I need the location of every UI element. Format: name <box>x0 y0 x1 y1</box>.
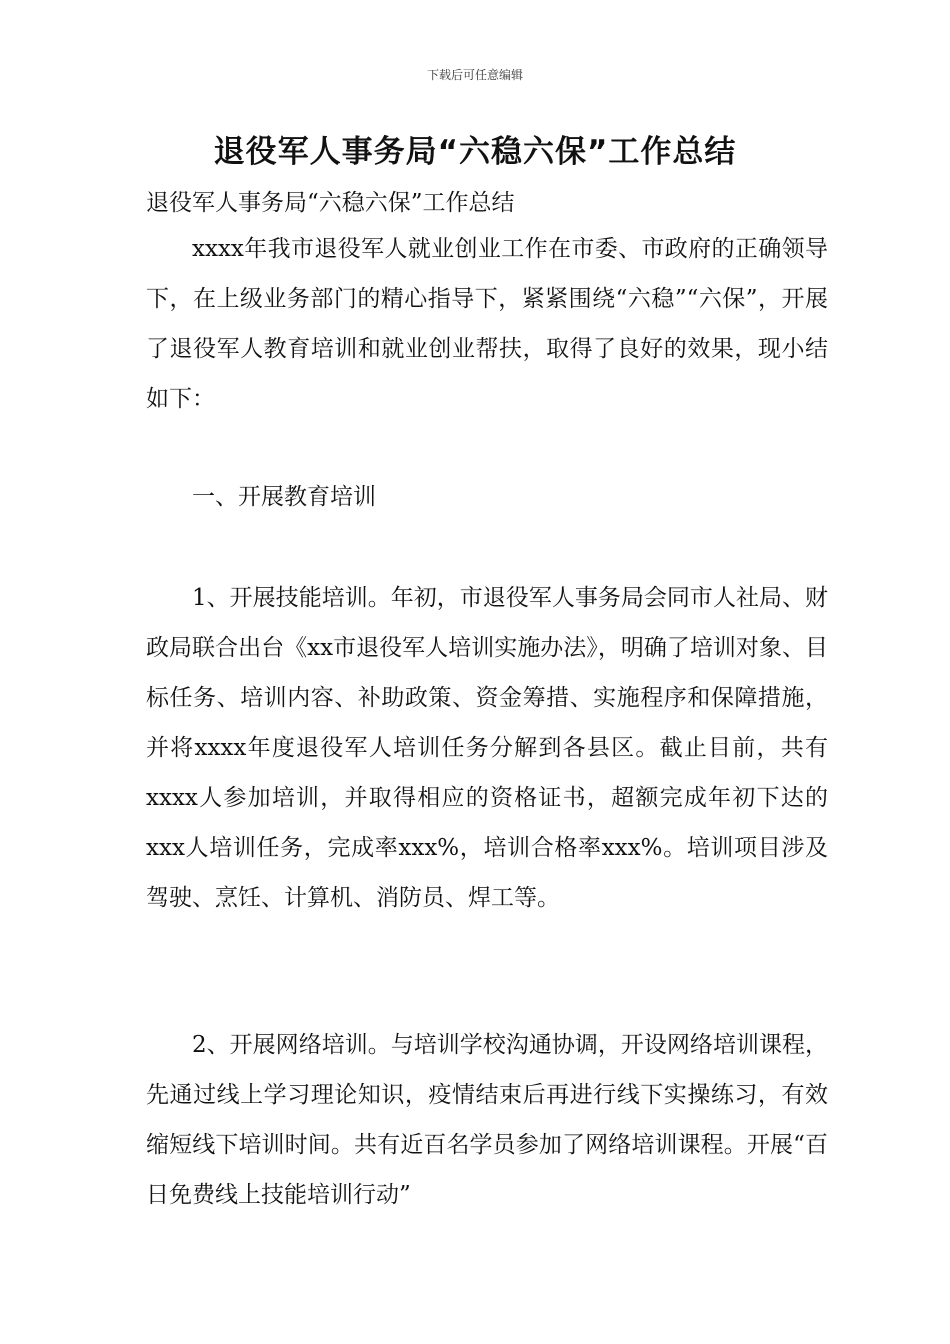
item-2-paragraph: 2、开展网络培训。与培训学校沟通协调，开设网络培训课程，先通过线上学习理论知识，疫情结束后再进行线下实操练习，有效缩短线下培训时间。共有近百名学员参加了网络培训课程。开展“百日免费线上技能培训行动” <box>146 1032 828 1208</box>
intro-paragraph: xxxx年我市退役军人就业创业工作在市委、市政府的正确领导下，在上级业务部门的精心指导下，紧紧围绕“六稳”“六保”，开展了退役军人教育培训和就业创业帮扶，取得了良好的效果，现小结如下： <box>146 236 828 412</box>
header-note: 下载后可任意编辑 <box>426 68 523 82</box>
document-subtitle: 退役军人事务局“六稳六保”工作总结 <box>146 190 515 216</box>
section-heading: 一、开展教育培训 <box>192 484 376 510</box>
item-1-paragraph: 1、开展技能培训。年初，市退役军人事务局会同市人社局、财政局联合出台《xx市退役军人培训实施办法》，明确了培训对象、目标任务、培训内容、补助政策、资金筹措、实施程序和保障措施，并将xxxx年度退役军人培训任务分解到各县区。截止目前，共有xxxx人参加培训，并取得相应的资格证书，超额完成年初下达的xxx人培训任务，完成率xxx%，培训合格率xxx%。培训项目涉及驾驶、烹饪、计算机、消防员、焊工等。 <box>146 585 828 911</box>
document-title: 退役军人事务局“六稳六保”工作总结 <box>213 134 737 170</box>
